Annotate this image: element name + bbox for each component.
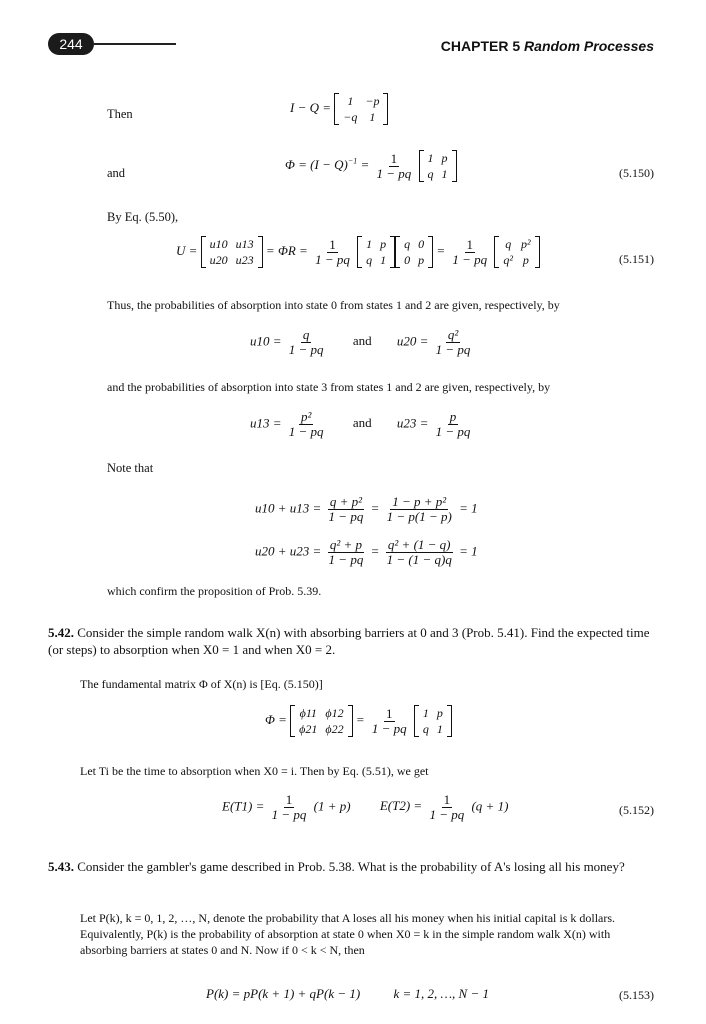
u10-lhs: u10 = (250, 333, 282, 349)
phi-elements-matrix (290, 705, 352, 737)
eq-u13-u23 (250, 410, 474, 439)
numerator: q + p² (329, 494, 363, 509)
matrix-cell: −q (343, 110, 358, 124)
matrix-cell: p² (521, 237, 531, 251)
fraction (327, 495, 366, 524)
numerator: q² + (1 − q) (387, 537, 451, 552)
matrix-cell: −p (365, 94, 380, 108)
et2-lhs: E(T2) = (379, 798, 423, 814)
matrix-cell: u10 (209, 237, 228, 251)
denominator: 1 − pq (435, 424, 471, 439)
denominator: 1 − pq (328, 552, 364, 567)
numerator: q² (447, 327, 459, 342)
numerator: q (302, 327, 310, 342)
matrix-cell: 1 (369, 110, 376, 124)
matrix-cell: u20 (209, 253, 228, 267)
label-note: Note that (107, 461, 154, 475)
sum2-rhs: = 1 (459, 543, 478, 559)
matrix-cell: q (427, 167, 434, 181)
fraction (385, 495, 454, 524)
fraction (287, 328, 326, 357)
et2-rhs: (q + 1) (471, 798, 509, 814)
sum1-lhs: u10 + u13 = (255, 500, 322, 516)
numerator: 1 (386, 705, 393, 721)
denominator: 1 − pq (328, 509, 364, 524)
eq-expected-times (222, 793, 508, 822)
matrix-cell: 1 (427, 151, 434, 165)
matrix-cell: p (522, 253, 529, 267)
matrix-cell: p (436, 706, 443, 720)
eq-sum2 (255, 538, 478, 567)
matrix-cell: q² (503, 253, 514, 267)
label-and: and (107, 166, 126, 180)
u-result-matrix (494, 236, 539, 268)
denominator: 1 − pq (452, 251, 488, 267)
eq-pk (206, 986, 489, 1002)
matrix-cell: ϕ12 (325, 706, 344, 720)
matrix-cell: ϕ11 (299, 706, 317, 720)
matrix-cell: 0 (418, 237, 425, 251)
fraction (375, 152, 414, 181)
matrix-cell: u13 (235, 237, 254, 251)
matrix-cell: q (366, 253, 373, 267)
header-rule (94, 43, 176, 45)
matrix-cell: 0 (404, 253, 411, 267)
equals: = (355, 711, 365, 727)
text-confirm: which confirm the proposition of Prob. 5.39. (107, 584, 322, 598)
eq-number-5153: (5.153) (619, 988, 654, 1002)
matrix-cell: u23 (235, 253, 254, 267)
numerator: 1 (390, 150, 398, 166)
fraction (313, 238, 352, 267)
problem-text: Consider the gambler's game described in Prob. 5.38. What is the probability of A's losing all his money? (77, 859, 625, 874)
phi-matrix (419, 150, 457, 182)
u23-lhs: u23 = (396, 415, 429, 431)
numerator: 1 (443, 792, 451, 807)
fraction (287, 410, 326, 439)
denominator: 1 − (1 − q)q (386, 552, 452, 567)
chapter-label: CHAPTER 5 (440, 38, 521, 54)
problem-5-42 (48, 624, 658, 658)
r-matrix (395, 236, 433, 268)
fraction (450, 238, 489, 267)
matrix-cell: 1 (366, 237, 373, 251)
eq-phi-elements (265, 705, 452, 737)
pk-equation: P(k) = pP(k + 1) + qP(k − 1) (206, 986, 361, 1001)
matrix-cell: q (422, 722, 429, 736)
eq-number-5151: (5.151) (619, 252, 654, 266)
page-number: 244 (59, 36, 83, 52)
eq-phi (285, 150, 457, 182)
phi-lhs: Φ = (I − Q) (285, 156, 348, 172)
page-number-badge (48, 33, 94, 55)
phi-matrix (414, 705, 452, 737)
matrix-cell: q (505, 237, 512, 251)
text-thus: Thus, the probabilities of absorption into state 0 from states 1 and 2 are given, respectively, by (107, 298, 560, 312)
phi-exponent: −1 (347, 156, 358, 166)
k-range: k = 1, 2, …, N − 1 (393, 986, 489, 1001)
matrix-cell: 1 (347, 94, 354, 108)
text-let-ti: Let Ti be the time to absorption when X0 = i. Then by Eq. (5.51), we get (80, 764, 429, 778)
label-by-eq: By Eq. (5.50), (107, 210, 179, 224)
problem-text: Consider the simple random walk X(n) with absorbing barriers at 0 and 3 (Prob. 5.41). Find the expected time (or steps) to absorption when X0 = 1 and when X0 = 2. (48, 625, 650, 657)
matrix-cell: p (418, 253, 425, 267)
problem-number: 5.42. (48, 625, 74, 640)
and-word: and (352, 333, 372, 349)
u-lhs: U = (176, 242, 198, 258)
denominator: 1 − p(1 − p) (386, 509, 452, 524)
sum2-lhs: u20 + u23 = (255, 543, 322, 559)
eq-sum1 (255, 495, 478, 524)
matrix-cell: 1 (441, 167, 448, 181)
sum1-rhs: = 1 (459, 500, 478, 516)
fraction (434, 328, 473, 357)
fraction (270, 793, 309, 822)
and-word: and (352, 415, 372, 431)
text-state3: and the probabilities of absorption into state 3 from states 1 and 2 are given, respectively, by (107, 380, 551, 394)
matrix-cell: ϕ21 (299, 722, 318, 736)
phi-matrix (357, 236, 395, 268)
denominator: 1 − pq (429, 807, 465, 822)
numerator: p² (300, 409, 312, 424)
label-then: Then (107, 107, 133, 121)
equals: = (370, 500, 380, 516)
matrix-cell: q (404, 237, 411, 251)
u13-lhs: u13 = (250, 415, 282, 431)
denominator: 1 − pq (376, 165, 412, 181)
eq-u10-u20 (250, 328, 474, 357)
iq-lhs: I − Q = (290, 99, 332, 115)
matrix-cell: 1 (380, 253, 387, 267)
numerator: p (449, 409, 457, 424)
denominator: 1 − pq (288, 424, 324, 439)
fraction (434, 410, 473, 439)
numerator: 1 − p + p² (392, 494, 447, 509)
matrix-cell: ϕ22 (325, 722, 344, 736)
eq-number-5150: (5.150) (619, 166, 654, 180)
chapter-heading (441, 38, 654, 54)
matrix-cell: p (380, 237, 387, 251)
u20-lhs: u20 = (396, 333, 429, 349)
numerator: 1 (466, 236, 474, 252)
numerator: 1 (329, 236, 336, 252)
chapter-title: Random Processes (524, 38, 654, 54)
equals: = (360, 156, 370, 172)
fraction (385, 538, 454, 567)
denominator: 1 − pq (288, 342, 324, 357)
denominator: 1 − pq (271, 807, 307, 822)
et1-lhs: E(T1) = (222, 798, 265, 814)
iq-matrix (334, 93, 388, 125)
u-matrix (201, 236, 263, 268)
fraction (427, 793, 466, 822)
text-solution-543: Let P(k), k = 0, 1, 2, …, N, denote the probability that A loses all his money when his initial capital is k dollars. Equivalently, P(k) is the probability of absorption at state 0 when X0 = k in the simple random walk X(n) with absorbing barriers at states 0 and N. Now if 0 < k < N, then (80, 911, 616, 957)
phi-r: = ΦR = (265, 242, 308, 258)
matrix-cell: p (441, 151, 448, 165)
denominator: 1 − pq (435, 342, 471, 357)
et1-rhs: (1 + p) (313, 798, 351, 814)
eq-i-minus-q (290, 93, 388, 125)
equals: = (436, 242, 446, 258)
equals: = (370, 543, 380, 559)
text-fundamental: The fundamental matrix Φ of X(n) is [Eq. (5.150)] (80, 677, 323, 691)
denominator: 1 − pq (315, 251, 350, 267)
eq-number-5152: (5.152) (619, 803, 654, 817)
fraction (327, 538, 366, 567)
phi-eq: Φ = (265, 711, 287, 727)
numerator: q² + p (329, 537, 363, 552)
matrix-cell: 1 (422, 706, 429, 720)
problem-number: 5.43. (48, 859, 74, 874)
denominator: 1 − pq (371, 720, 407, 736)
matrix-cell: 1 (436, 722, 443, 736)
numerator: 1 (285, 792, 293, 807)
fraction (370, 707, 409, 736)
eq-u (176, 236, 540, 268)
problem-5-43 (48, 858, 658, 875)
